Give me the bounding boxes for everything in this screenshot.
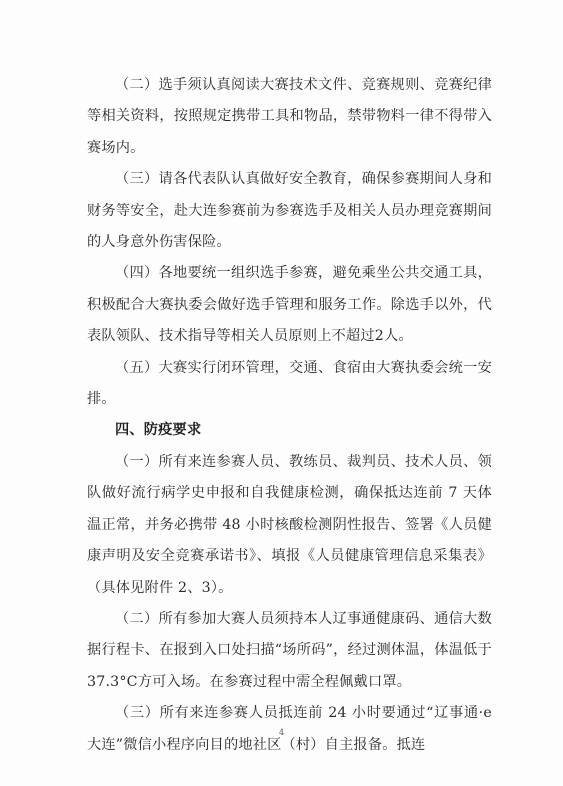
paragraph-4: （四）各地要统一组织选手参赛，避免乘坐公共交通工具，积极配合大赛执委会做好选手管理和服务工作。除选手以外，代表队领队、技术指导等相关人员原则上不超过2人。 <box>87 265 492 345</box>
section-paragraph-3: （三）所有来连参赛人员抵连前 24 小时要通过“辽事通·e 大连”微信小程序向目的地社区（村）自主报备。抵连 <box>87 705 492 753</box>
paragraph-2: （二）选手须认真阅读大赛技术文件、竞赛规则、竞赛纪律等相关资料，按照规定携带工具和物品，禁带物料一律不得带入赛场内。 <box>87 77 492 156</box>
section-paragraph-2: （二）所有参加大赛人员须持本人辽事通健康码、通信大数据行程卡、在报到入口处扫描“场所码”，经过测体温，体温低于 37.3°C方可入场。在参赛过程中需全程佩戴口罩。 <box>87 610 492 690</box>
section-heading: 四、防疫要求 <box>115 422 202 439</box>
section-paragraph-1: （一）所有来连参赛人员、教练员、裁判员、技术人员、领队做好流行病学史申报和自我健康检测，确保抵达连前 7 天体温正常，并务必携带 48 小时核酸检测阴性报告、签署《人员健康声明及安全竞赛承诺书》、填报《人员健康管理信息采集表》（具体见附件 2、3）。 <box>87 453 492 596</box>
body-text <box>87 70 492 761</box>
paragraph-5: （五）大赛实行闭环管理，交通、食宿由大赛执委会统一安排。 <box>87 359 492 408</box>
paragraph-3: （三）请各代表队认真做好安全教育，确保参赛期间人身和财务等安全，赴大连参赛前为参赛选手及相关人员办理竞赛期间的人身意外伤害保险。 <box>87 171 492 251</box>
page-number: 4 <box>278 728 285 737</box>
